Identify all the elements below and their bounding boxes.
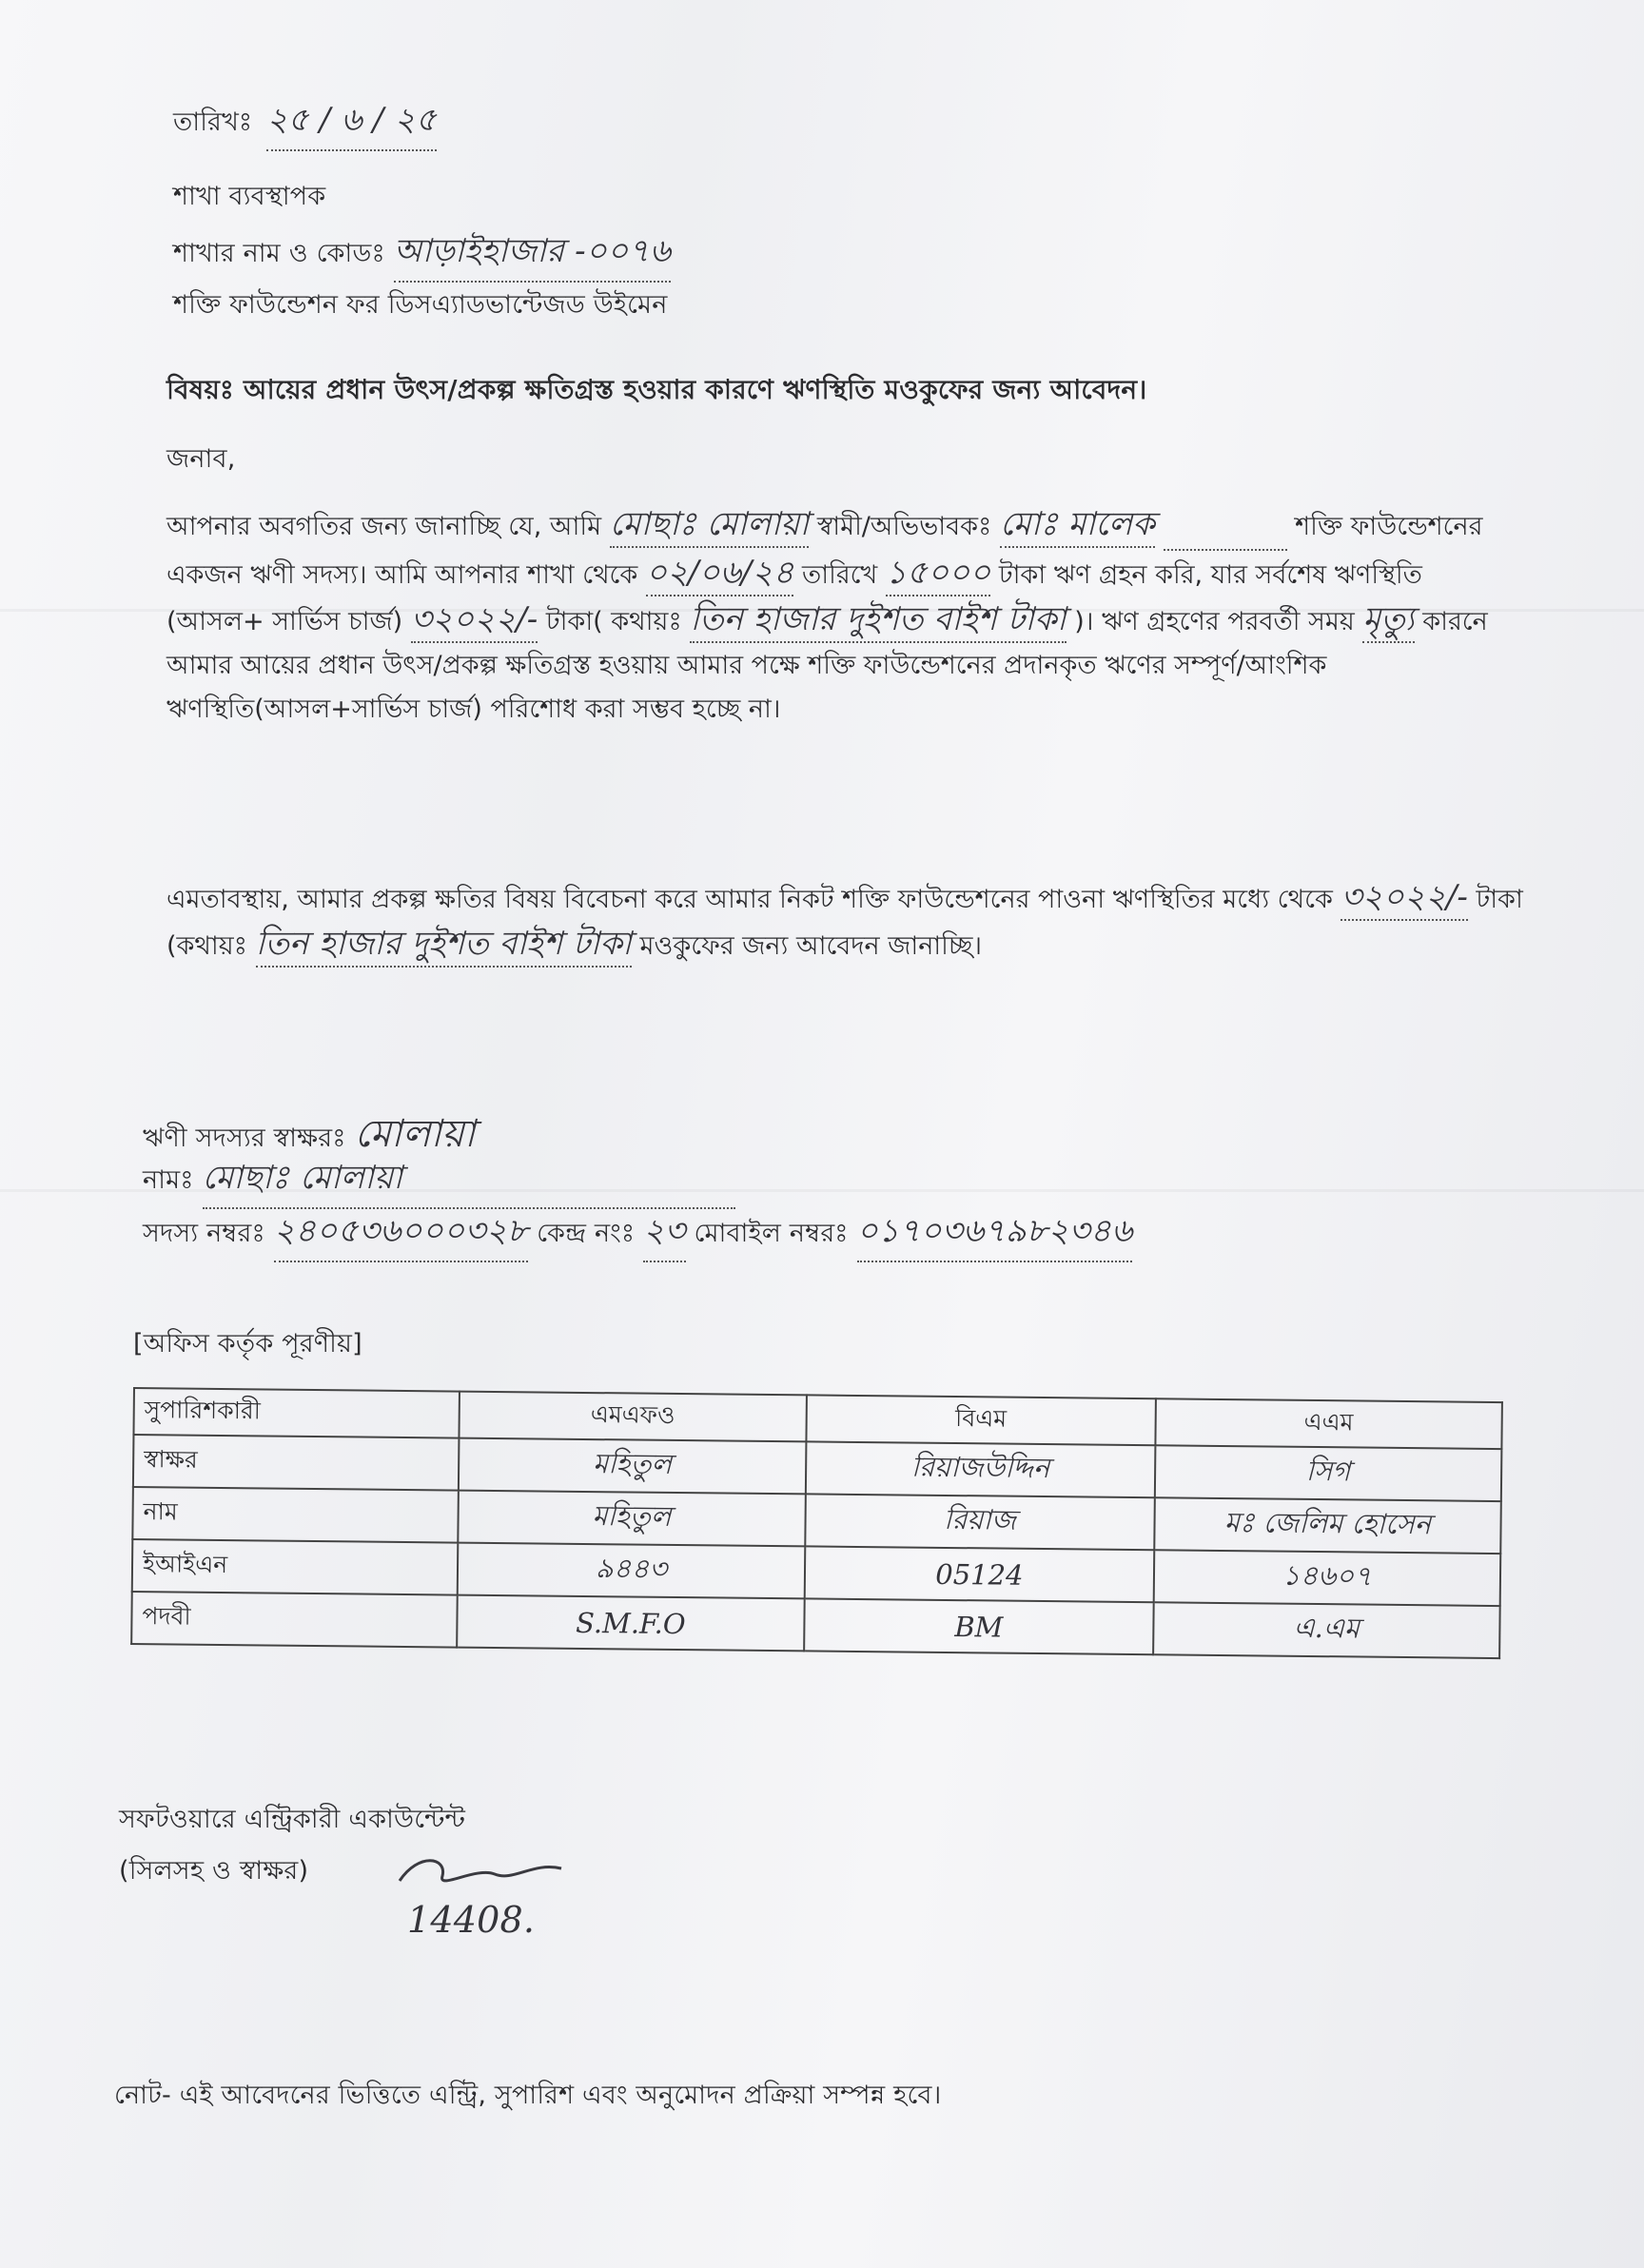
member-name-fill: মোছাঃ মোলায়া: [610, 502, 810, 548]
table-cell: ১৪৬০৭: [1153, 1550, 1500, 1606]
body-text: মওকুফের জন্য আবেদন জানাচ্ছি।: [639, 931, 983, 961]
salutation: জনাব,: [166, 444, 236, 474]
loan-date-fill: ০২/০৬/২৪: [646, 551, 794, 596]
table-cell: মহিতুল: [459, 1438, 807, 1495]
date-label: তারিখঃ: [173, 108, 253, 137]
accountant-title: সফটওয়ারে এন্ট্রিকারী একাউন্টেন্ট: [119, 1805, 466, 1834]
table-cell: BM: [804, 1598, 1153, 1654]
center-number-value: ২৩: [643, 1206, 686, 1262]
member-number-label: সদস্য নম্বরঃ: [143, 1219, 265, 1248]
center-number-label: কেন্দ্র নংঃ: [537, 1219, 636, 1248]
accountant-ein: 14408.: [407, 1899, 536, 1941]
footer-note: নোট- এই আবেদনের ভিত্তিতে এন্ট্রি, সুপারিশ এবং অনুমোদন প্রক্রিয়া সম্পন্ন হবে।: [114, 2081, 942, 2110]
branch-value: আড়াইহাজার -০০৭৬: [394, 226, 671, 283]
body-text: টাকা( কথায়ঃ: [545, 607, 682, 636]
table-cell: সিগ: [1155, 1445, 1502, 1501]
table-cell: মঃ জেলিম হোসেন: [1154, 1497, 1501, 1554]
branch-row: [173, 226, 671, 283]
body-text: তারিখে: [802, 560, 878, 590]
waive-amount-fill: ৩২০২২/-: [1341, 875, 1467, 921]
member-name-value: মোছাঃ মোলায়া: [203, 1153, 735, 1209]
table-cell: এ.এম: [1153, 1602, 1500, 1658]
outstanding-words-fill: তিন হাজার দুইশত বাইশ টাকা: [690, 597, 1066, 643]
mobile-number-label: মোবাইল নম্বরঃ: [694, 1219, 849, 1248]
blank-dots: [1164, 505, 1287, 551]
office-heading: [অফিস কর্তৃক পূরণীয়]: [133, 1329, 362, 1359]
addressee: শাখা ব্যবস্থাপক: [173, 182, 326, 211]
member-signature: মোলায়া: [354, 1112, 476, 1156]
body-text: টাকা ঋণ গ্রহন করি, যার সর্বশেষ ঋণস্থিতি (আসল+ সার্ভিস চার্জ): [166, 560, 1422, 636]
table-cell: মহিতুল: [458, 1491, 806, 1547]
table-cell: রিয়াজ: [805, 1494, 1154, 1550]
body-text: স্বামী/অভিভাবকঃ: [816, 512, 992, 541]
table-cell: 05124: [805, 1546, 1154, 1602]
table-header-cell: বিএম: [806, 1395, 1155, 1445]
row-label: স্বাক্ষর: [133, 1435, 459, 1491]
body-text: শক্তি ফাউন্ডেশনের একজন ঋণী সদস্য। আমি আপনার শাখা থেকে: [166, 512, 1483, 590]
body-text: )। ঋণ গ্রহণের পরবর্তী সময়: [1074, 607, 1355, 636]
body-paragraph-1: [166, 502, 1527, 732]
member-signature-label: ঋণী সদস্যর স্বাক্ষরঃ: [143, 1124, 346, 1153]
row-label: নাম: [132, 1487, 458, 1543]
table-cell: ৯৪৪৩: [458, 1543, 806, 1599]
mobile-number-value: ০১৭০৩৬৭৯৮২৩৪৬: [857, 1206, 1133, 1262]
outstanding-fill: ৩২০২২/-: [411, 597, 538, 643]
member-name-label: নামঃ: [143, 1165, 194, 1195]
organization-name: শক্তি ফাউন্ডেশন ফর ডিসএ্যাডভান্টেজড উইমেন: [173, 290, 668, 320]
date-value: ২৫ / ৬ / ২৫: [266, 95, 437, 151]
date-row: [173, 95, 437, 151]
body-text: কারনে আমার আয়ের প্রধান উৎস/প্রকল্প ক্ষতিগ্রস্ত হওয়ায় আমার পক্ষে শক্তি ফাউন্ডেশনের প্রদানকৃত ঋণের সম্পূর্ণ/আংশিক ঋণস্থিতি(আসল+সার্ভিস চার্জ) পরিশোধ করা সম্ভব হচ্ছে না।: [166, 607, 1488, 724]
loan-amount-fill: ১৫০০০: [886, 551, 990, 596]
branch-label: শাখার নাম ও কোডঃ: [173, 239, 385, 268]
member-number-value: ২৪০৫৩৬০০০৩২৮: [274, 1206, 529, 1262]
reason-fill: মৃত্যু: [1362, 597, 1414, 643]
body-text: টাকা (কথায়ঃ: [166, 885, 1523, 961]
body-text: এমতাবস্থায়, আমার প্রকল্প ক্ষতির বিষয় বিবেচনা করে আমার নিকট শক্তি ফাউন্ডেশনের পাওনা ঋণস্থিতির মধ্যে থেকে: [166, 885, 1333, 914]
table-cell: রিয়াজউদ্দিন: [806, 1441, 1155, 1497]
table-cell: S.M.F.O: [457, 1595, 805, 1652]
subject-line: বিষয়ঃ আয়ের প্রধান উৎস/প্রকল্প ক্ষতিগ্রস্ত হওয়ার কারণে ঋণস্থিতি মওকুফের জন্য আবেদন।: [166, 374, 1147, 405]
table-header-cell: সুপারিশকারী: [133, 1388, 459, 1438]
accountant-signature-scribble: [390, 1848, 571, 1895]
table-header-cell: এমএফও: [459, 1392, 807, 1442]
body-paragraph-2: [166, 875, 1527, 968]
guardian-fill: মোঃ মালেক: [1000, 502, 1155, 548]
waive-words-fill: তিন হাজার দুইশত বাইশ টাকা: [256, 922, 632, 968]
table-header-cell: এএম: [1155, 1398, 1502, 1449]
row-label: পদবী: [131, 1592, 457, 1648]
body-text: আপনার অবগতির জন্য জানাচ্ছি যে, আমি: [166, 512, 602, 541]
office-table: [130, 1387, 1503, 1659]
member-name-row: [143, 1153, 735, 1209]
accountant-seal-label: (সিলসহ ও স্বাক্ষর): [119, 1856, 309, 1886]
member-ids-row: [143, 1206, 1132, 1262]
row-label: ইআইএন: [132, 1539, 458, 1595]
